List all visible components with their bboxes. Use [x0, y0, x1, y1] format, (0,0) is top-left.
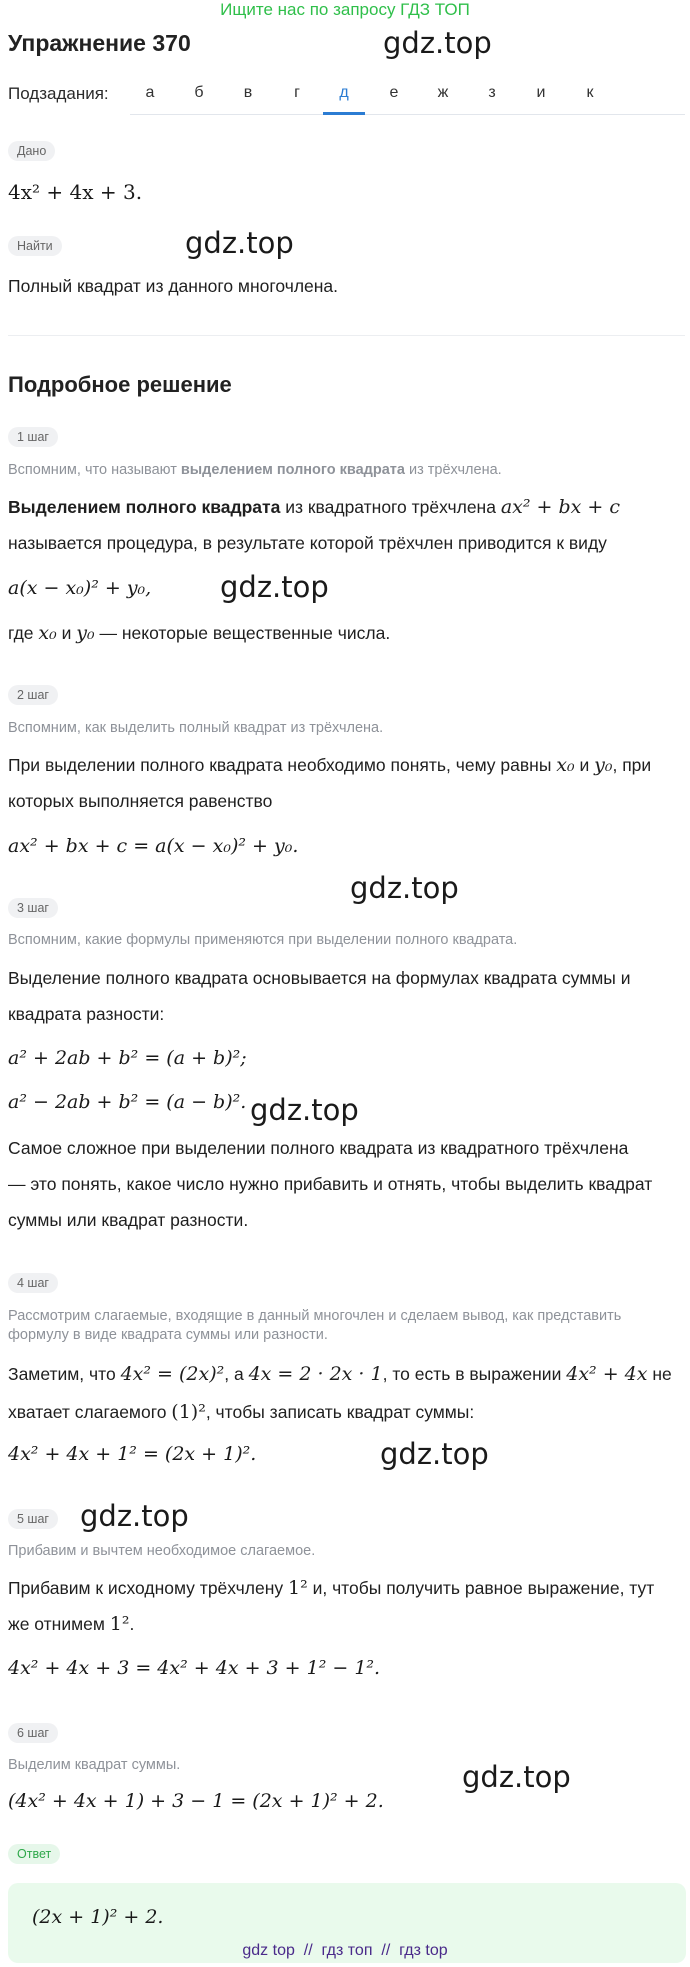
p-text: где [8, 623, 39, 643]
step-1-formula [8, 575, 151, 599]
p-text: При выделении полного квадрата необходимо понять, чему равны [8, 755, 557, 775]
given-badge: Дано [8, 141, 55, 161]
step-4-formula [8, 1441, 256, 1465]
step-2-badge: 2 шаг [8, 685, 58, 705]
step-2-p1 [8, 753, 651, 777]
page-title: Упражнение 370 [8, 30, 191, 56]
inline-math: y₀ [76, 622, 95, 644]
find-badge: Найти [8, 236, 62, 256]
inline-math: 4x² + 4x [566, 1363, 648, 1385]
step-6-hint: Выделим квадрат суммы. [8, 1757, 181, 1773]
step-2-p2: которых выполняется равенство [8, 791, 273, 811]
step-3-p5: суммы или квадрат разности. [8, 1210, 249, 1230]
solution-title: Подробное решение [8, 372, 232, 397]
p-text: , то есть в выражении [382, 1364, 567, 1384]
p-text: Заметим, что [8, 1364, 121, 1384]
inline-math: 1² [109, 1613, 130, 1635]
step-3-badge: 3 шаг [8, 898, 58, 918]
inline-math: y₀ [594, 754, 613, 776]
subtasks-label: Подзадания: [8, 84, 109, 103]
answer-text: (2x + 1)² + 2. [32, 1906, 164, 1928]
step-2-formula [8, 833, 298, 857]
tab-g[interactable]: г [294, 84, 300, 101]
watermark: gdz.top [383, 26, 492, 60]
given-expression [8, 180, 142, 204]
term-bold: Выделением полного квадрата [8, 497, 281, 517]
step-5-hint: Прибавим и вычтем необходимое слагаемое. [8, 1543, 316, 1559]
subtasks-divider [130, 114, 685, 115]
answer-badge: Ответ [8, 1844, 60, 1864]
active-tab-indicator [323, 112, 365, 115]
footer-links[interactable]: gdz top // гдз топ // гдз top [242, 1942, 448, 1959]
p-text: не [647, 1364, 672, 1384]
step-2-hint: Вспомним, как выделить полный квадрат из трёхчлена. [8, 720, 384, 736]
watermark: gdz.top [80, 1499, 189, 1533]
formula-text: a² + 2ab + b² = (a + b)²; [8, 1047, 247, 1069]
step-1-badge: 1 шаг [8, 427, 58, 447]
p-text: — некоторые вещественные числа. [94, 623, 391, 643]
tab-a[interactable]: а [145, 84, 155, 101]
formula-text: 4x² + 4x + 1² = (2x + 1)². [8, 1443, 257, 1465]
step-5-p2 [8, 1612, 134, 1636]
inline-math: ax² + bx + c [500, 496, 621, 518]
p-text: и [574, 755, 595, 775]
inline-math: (1)² [171, 1401, 206, 1423]
formula-text: (4x² + 4x + 1) + 3 − 1 = (2x + 1)² + 2. [8, 1790, 384, 1812]
step-5-formula [8, 1655, 380, 1679]
step-3-p3: Самое сложное при выделении полного квадрата из квадратного трёхчлена [8, 1138, 629, 1158]
watermark: gdz.top [350, 871, 459, 905]
tab-b[interactable]: б [194, 84, 204, 101]
tab-v[interactable]: в [243, 84, 253, 101]
p-text: Прибавим к исходному трёхчлену [8, 1578, 288, 1598]
p-text: , чтобы записать квадрат суммы: [205, 1402, 475, 1422]
tab-k[interactable]: к [586, 84, 594, 101]
step-4-p1 [8, 1362, 672, 1386]
step-3-hint: Вспомним, какие формулы применяются при выделении полного квадрата. [8, 932, 518, 948]
inline-math: x₀ [556, 754, 575, 776]
p-text: из квадратного трёхчлена [280, 497, 501, 517]
step-6-formula [8, 1788, 384, 1812]
formula-text: ax² + bx + c = a(x − x₀)² + y₀. [8, 835, 299, 857]
p-text: . [129, 1614, 135, 1634]
step-5-p1 [8, 1576, 654, 1600]
p-text: , при [612, 755, 652, 775]
step-1-p1 [8, 495, 620, 519]
watermark: gdz.top [380, 1437, 489, 1471]
step-1-hint [8, 462, 502, 478]
watermark: gdz.top [220, 570, 329, 604]
p-text: же отнимем [8, 1614, 110, 1634]
step-3-p4: — это понять, какое число нужно прибавить и отнять, чтобы выделить квадрат [8, 1174, 653, 1194]
inline-math: 4x² = (2x)² [120, 1363, 225, 1385]
step-5-badge: 5 шаг [8, 1509, 58, 1529]
watermark: gdz.top [250, 1093, 359, 1127]
find-text: Полный квадрат из данного многочлена. [8, 276, 339, 296]
watermark: gdz.top [185, 226, 294, 260]
step-1-p2: называется процедура, в результате которой трёхчлен приводится к виду [8, 533, 607, 553]
p-text: и [56, 623, 77, 643]
hint-text: из трёхчлена. [404, 462, 502, 478]
answer-value [32, 1904, 163, 1928]
tab-i[interactable]: и [536, 84, 546, 101]
tab-d[interactable]: д [339, 84, 349, 101]
step-3-p1: Выделение полного квадрата основывается на формулах квадрата суммы и [8, 968, 631, 988]
inline-math: x₀ [38, 622, 57, 644]
tab-zh[interactable]: ж [437, 84, 449, 101]
p-text: хватает слагаемого [8, 1402, 172, 1422]
step-4-hint: Рассмотрим слагаемые, входящие в данный многочлен и сделаем вывод, как представить формулу в виде квадрата суммы или разности. [8, 1308, 622, 1343]
step-4-p2 [8, 1400, 474, 1424]
inline-math: 4x = 2 · 2x · 1 [248, 1363, 383, 1385]
formula-text: a(x − x₀)² + y₀, [8, 577, 152, 599]
p-text: , а [224, 1364, 249, 1384]
step-3-formula-1 [8, 1045, 247, 1069]
top-banner[interactable]: Ищите нас по запросу ГДЗ ТОП [220, 0, 470, 19]
step-1-p3 [8, 621, 390, 645]
hint-text: Вспомним, что называют [8, 462, 181, 478]
step-6-badge: 6 шаг [8, 1723, 58, 1743]
given-expression-text: 4x² + 4x + 3. [8, 180, 143, 204]
section-divider [8, 335, 685, 336]
hint-bold: выделением полного квадрата [180, 462, 405, 478]
step-3-formula-2 [8, 1089, 246, 1113]
tab-z[interactable]: з [488, 84, 496, 101]
formula-text: 4x² + 4x + 3 = 4x² + 4x + 3 + 1² − 1². [8, 1657, 381, 1679]
step-3-p2: квадрата разности: [8, 1004, 165, 1024]
p-text: и, чтобы получить равное выражение, тут [307, 1578, 655, 1598]
watermark: gdz.top [462, 1760, 571, 1794]
formula-text: a² − 2ab + b² = (a − b)². [8, 1091, 247, 1113]
tab-e[interactable]: е [389, 84, 399, 101]
step-4-badge: 4 шаг [8, 1273, 58, 1293]
inline-math: 1² [287, 1577, 308, 1599]
